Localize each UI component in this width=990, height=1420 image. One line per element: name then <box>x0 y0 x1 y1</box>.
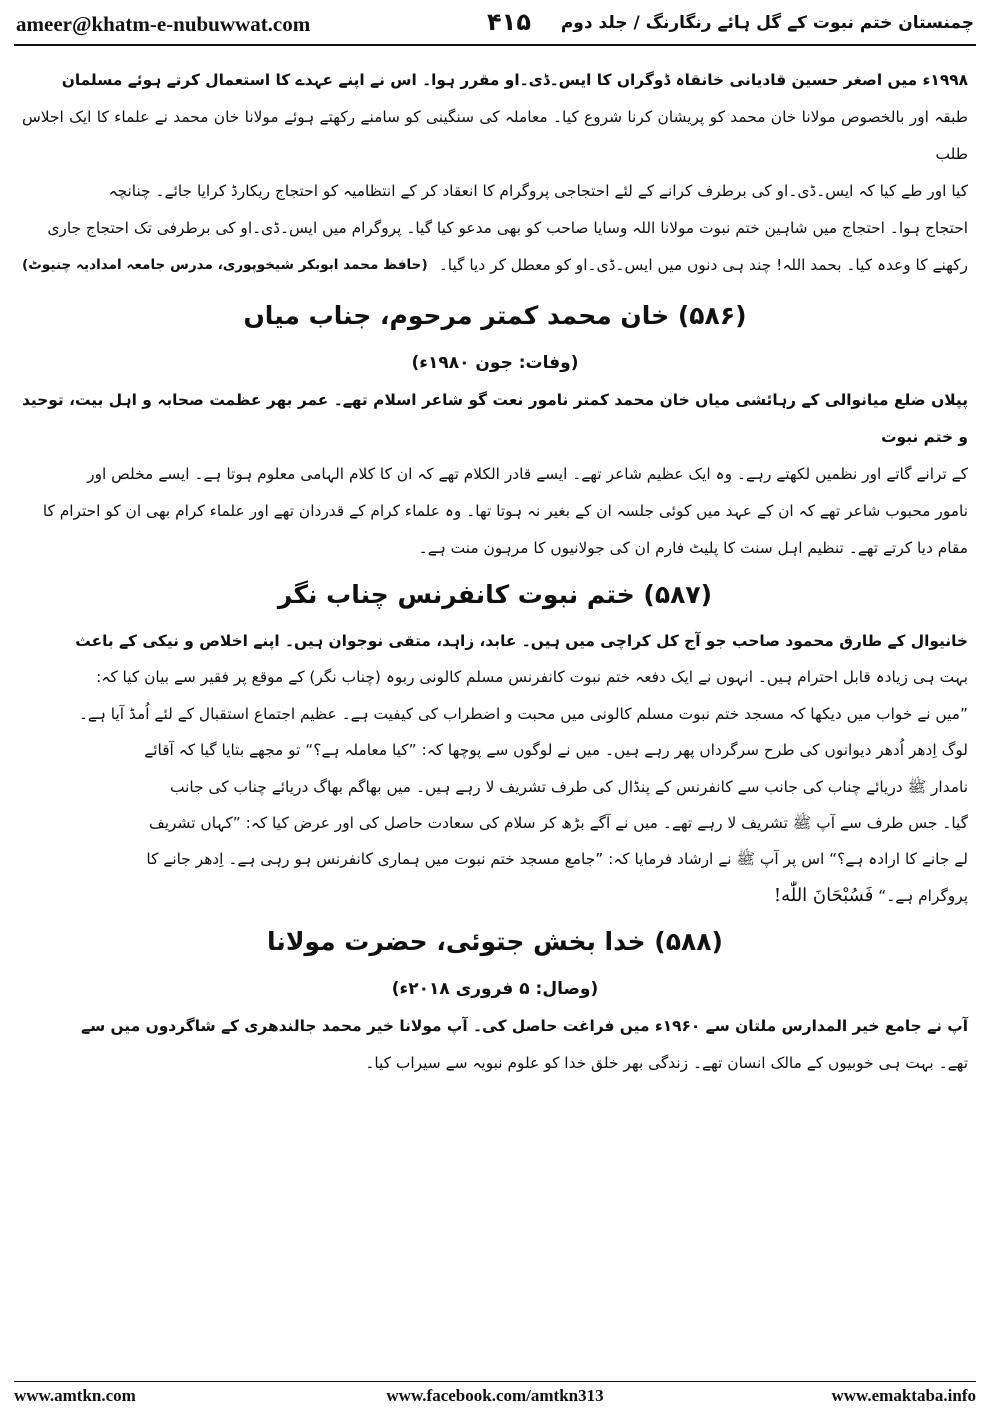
intro-paragraph <box>22 62 968 284</box>
text-line: مقام دیا کرتے تھے۔ تنظیم اہل سنت کا پلیٹ فارم ان کی جولانیوں کا مرہون منت ہے۔ <box>418 539 968 557</box>
section-subheading: (وصال: ۵ فروری ۲۰۱۸ء) <box>391 979 599 1000</box>
text-line: آپ نے جامع خیر المدارس ملتان سے ۱۹۶۰ء میں فراغت حاصل کی۔ آپ مولانا خیر محمد جالندھری کے شاگردوں میں سے <box>81 1017 968 1036</box>
source-credit: (حافظ محمد ابوبکر شیخوپوری، مدرس جامعہ امدادیہ چنیوٹ) <box>22 257 428 273</box>
section-heading: (۵۸۷) ختم نبوت کانفرنس چناب نگر <box>277 580 713 609</box>
footer-link-amtkn[interactable]: www.amtkn.com <box>14 1386 136 1405</box>
text-line-with-credit <box>22 247 968 284</box>
text-line: لوگ اِدھر اُدھر دیوانوں کی طرح سرگرداں پھر رہے ہیں۔ میں نے لوگوں سے پوچھا کہ: ”کیا معاملہ ہے؟“ تو مجھے بتایا گیا کہ آقائے <box>144 741 968 760</box>
text-line: پپلاں ضلع میانوالی کے رہائشی میاں خان محمد کمتر نامور نعت گو شاعر اسلام تھے۔ عمر بھر عظمت صحابہ و اہل بیت، توحید و ختم نبوت <box>22 391 968 446</box>
text-line: خانیوال کے طارق محمود صاحب جو آج کل کراچی میں ہیں۔ عابد، زاہد، متقی نوجوان ہیں۔ اپنے اخلاص و نیکی کے باعث <box>75 632 968 650</box>
text-line: لے جانے کا ارادہ ہے؟“ اس پر آپ ﷺ نے ارشاد فرمایا کہ: ”جامع مسجد ختم نبوت میں ہماری کانفرنس ہو رہی ہے۔ اِدھر جانے کا <box>146 850 968 869</box>
text-line <box>22 878 968 914</box>
text-line: ”میں نے خواب میں دیکھا کہ مسجد ختم نبوت مسلم کالونی میں محبت و اضطراب کی کیفیت ہے۔ عظیم اجتماع استقبال کے لئے اُمڈ آیا ہے۔ <box>78 704 968 723</box>
text-line: بہت ہی زیادہ قابل احترام ہیں۔ انہوں نے ایک دفعہ ختم نبوت کانفرنس مسلم کالونی ربوہ (چناب نگر) کے موقع پر فقیر سے بیان کیا کہ: <box>96 668 968 687</box>
header-rule <box>14 44 976 46</box>
footer-rule <box>14 1381 976 1382</box>
text-line: نامدار ﷺ دریائے چناب کی جانب سے کانفرنس کے پنڈال کی طرف تشریف لا رہے ہیں۔ میں بھاگم بھاگ دریائے چناب کی جانب <box>169 777 968 796</box>
text-line: کیا اور طے کیا کہ ایس۔ڈی۔او کی برطرف کرانے کے لئے احتجاجی پروگرام کا انعقاد کر کے انتظامیہ کو احتجاج ریکارڈ کرایا جائے۔ چنانچہ <box>108 182 968 200</box>
text-line: گیا۔ جس طرف سے آپ ﷺ تشریف لا رہے تھے۔ میں نے آگے بڑھ کر سلام کی سعادت حاصل کی اور عرض کیا کہ: ”کہاں تشریف <box>148 814 968 833</box>
book-title: چمنستان ختم نبوت کے گل ہائے رنگارنگ / جلد دوم <box>560 13 974 33</box>
section-heading: (۵۸۸) خدا بخش جتوئی، حضرت مولانا <box>267 927 723 957</box>
page-number: ۴۱۵ <box>487 8 531 36</box>
footer-link-emaktaba[interactable]: www.emaktaba.info <box>831 1386 976 1405</box>
section-588 <box>22 914 968 1082</box>
arabic-phrase: فَسُبْحَانَ اللّٰه! <box>773 884 874 906</box>
section-subheading: (وفات: جون ۱۹۸۰ء) <box>411 353 579 373</box>
page-footer <box>14 1386 976 1412</box>
section-587 <box>22 567 968 914</box>
header-email: ameer@khatm-e-nubuwwat.com <box>16 12 311 36</box>
footer-link-facebook[interactable]: www.facebook.com/amtkn313 <box>386 1386 604 1405</box>
text-fragment: پروگرام ہے۔“ <box>878 886 968 905</box>
text-line: تھے۔ بہت ہی خوبیوں کے مالک انسان تھے۔ زندگی بھر خلق خدا کو علوم نبویہ سے سیراب کیا۔ <box>365 1054 968 1073</box>
text-line: طبقہ اور بالخصوص مولانا خان محمد کو پریشان کرنا شروع کیا۔ معاملہ کی سنگینی کو سامنے رکھتے ہوئے مولانا خان محمد نے علماء کا ایک اجلاس طلب <box>22 108 968 163</box>
text-line: نامور محبوب شاعر تھے کہ ان کے عہد میں کوئی جلسہ ان کے بغیر نہ ہوتا تھا۔ وہ علماء کرام کے قدردان تھے اور علماء کرام بھی ان کو احترام کا <box>42 502 968 520</box>
text-line: احتجاج ہوا۔ احتجاج میں شاہین ختم نبوت مولانا اللہ وسایا صاحب کو بھی مدعو کیا گیا۔ پروگرام میں ایس۔ڈی۔او کی برطرفی تک احتجاج جاری <box>47 219 968 237</box>
page-header <box>14 6 976 42</box>
text-line: رکھنے کا وعدہ کیا۔ بحمد اللہ! چند ہی دنوں میں ایس۔ڈی۔او کو معطل کر دیا گیا۔ <box>438 256 968 274</box>
page-content <box>22 62 968 1082</box>
section-heading: (۵۸۶) خان محمد کمتر مرحوم، جناب میاں <box>243 301 747 330</box>
text-line: ۱۹۹۸ء میں اصغر حسین قادیانی خانقاہ ڈوگراں کا ایس۔ڈی۔او مقرر ہوا۔ اس نے اپنے عہدے کا استعمال کرتے ہوئے مسلمان <box>61 71 968 89</box>
text-line: کے ترانے گاتے اور نظمیں لکھتے رہے۔ وہ ایک عظیم شاعر تھے۔ ایسے قادر الکلام تھے کہ ان کا کلام الہامی معلوم ہوتا ہے۔ ایسے مخلص اور <box>87 465 968 483</box>
section-586 <box>22 288 968 567</box>
